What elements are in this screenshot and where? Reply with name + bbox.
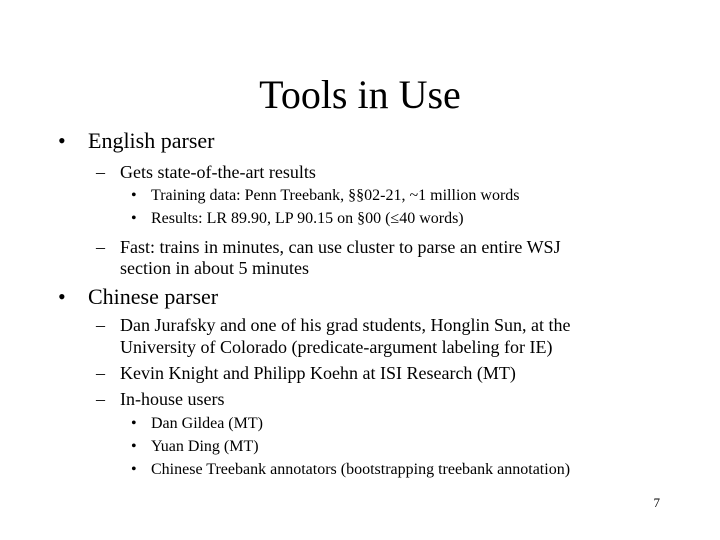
bullet-icon: • (131, 461, 137, 478)
state-of-art-item (96, 161, 316, 183)
dash-icon: – (96, 237, 105, 257)
jurafsky-item (96, 314, 571, 336)
ding-text: Yuan Ding (MT) (151, 438, 259, 455)
jurafsky-text-line2: University of Colorado (predicate-argument labeling for IE) (120, 337, 553, 357)
training-data-item (131, 186, 520, 206)
state-of-art-text: Gets state-of-the-art results (120, 162, 316, 182)
gildea-item (131, 414, 263, 434)
fast-text-line1: Fast: trains in minutes, can use cluster to parse an entire WSJ (120, 237, 561, 257)
knight-item (96, 362, 516, 384)
ding-item (131, 437, 259, 457)
results-item (131, 209, 464, 229)
dash-icon: – (96, 315, 105, 335)
bullet-icon: • (131, 210, 137, 227)
chinese-parser-heading: Chinese parser (88, 284, 219, 309)
fast-item-continuation (120, 257, 309, 279)
fast-item (96, 236, 561, 258)
results-text: Results: LR 89.90, LP 90.15 on §00 (≤40 words) (151, 210, 464, 227)
chinese-parser-item (58, 284, 219, 310)
english-parser-item (58, 128, 215, 154)
gildea-text: Dan Gildea (MT) (151, 415, 263, 432)
bullet-icon: • (131, 438, 137, 455)
page-number: 7 (653, 495, 660, 510)
inhouse-item (96, 388, 225, 410)
english-parser-heading: English parser (88, 128, 215, 153)
bullet-icon: • (58, 128, 66, 153)
training-data-text: Training data: Penn Treebank, §§02-21, ~1 million words (151, 187, 520, 204)
bullet-icon: • (131, 187, 137, 204)
inhouse-text: In-house users (120, 389, 225, 409)
annotators-text: Chinese Treebank annotators (bootstrapping treebank annotation) (151, 461, 571, 478)
slide-title: Tools in Use (259, 72, 461, 117)
jurafsky-item-continuation (120, 336, 553, 358)
dash-icon: – (96, 363, 105, 383)
fast-text-line2: section in about 5 minutes (120, 258, 309, 278)
annotators-item (131, 460, 571, 480)
bullet-icon: • (131, 415, 137, 432)
bullet-icon: • (58, 284, 66, 309)
jurafsky-text-line1: Dan Jurafsky and one of his grad students, Honglin Sun, at the (120, 315, 571, 335)
dash-icon: – (96, 162, 105, 182)
knight-text: Kevin Knight and Philipp Koehn at ISI Research (MT) (120, 363, 516, 383)
dash-icon: – (96, 389, 105, 409)
